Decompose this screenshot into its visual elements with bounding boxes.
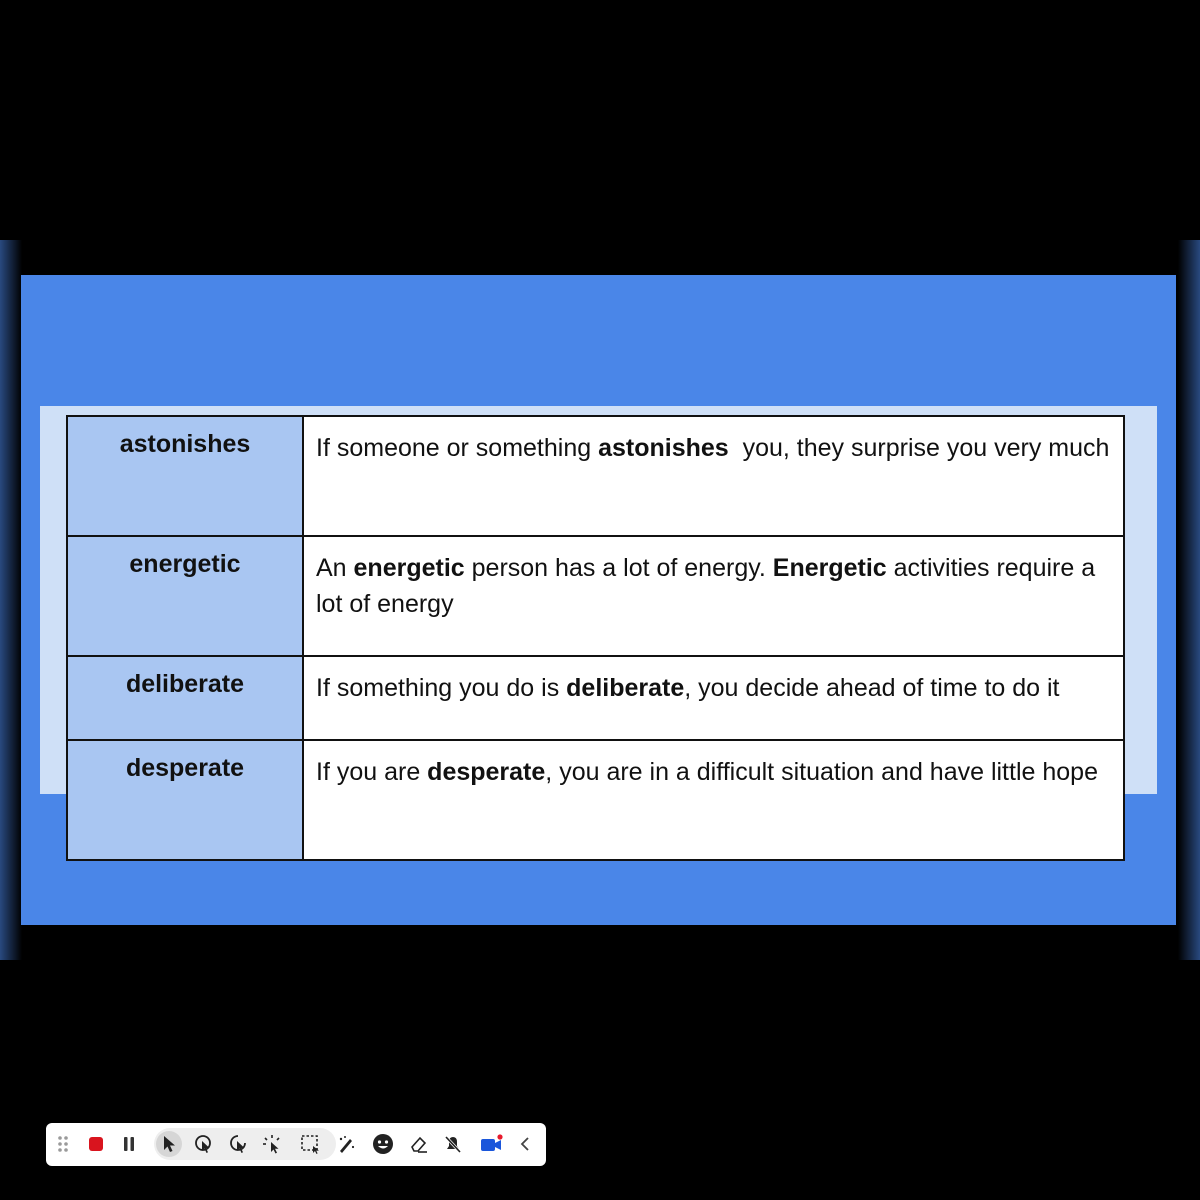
vocab-definition [303, 740, 1124, 860]
vocab-definition [303, 656, 1124, 740]
region-select-icon[interactable] [297, 1131, 323, 1157]
eraser-icon[interactable] [406, 1131, 432, 1157]
edge-glow-left [0, 240, 22, 960]
table-row [67, 416, 1124, 536]
definition-text: , you decide ahead of time to do it [684, 674, 1060, 702]
pointer-icon[interactable] [156, 1131, 182, 1157]
vocabulary-panel [40, 406, 1157, 794]
highlight-pointer-icon[interactable] [226, 1131, 252, 1157]
definition-keyword: Energetic [772, 554, 887, 582]
collapse-chevron-icon[interactable] [512, 1131, 538, 1157]
definition-text: If something you do is [316, 674, 567, 702]
presentation-slide [21, 275, 1176, 925]
definition-keyword: desperate [427, 758, 546, 786]
drag-handle-icon[interactable] [50, 1131, 76, 1157]
table-row [67, 740, 1124, 860]
definition-keyword: deliberate [566, 674, 685, 702]
click-effect-icon[interactable] [259, 1131, 285, 1157]
definition-text: If you are [316, 758, 428, 786]
definition-text: An [316, 554, 354, 582]
vocab-word: deliberate [67, 656, 303, 740]
definition-text: If someone or something [316, 434, 599, 462]
pause-icon[interactable] [116, 1131, 142, 1157]
table-row [67, 656, 1124, 740]
definition-keyword: astonishes [598, 434, 729, 462]
table-row [67, 536, 1124, 656]
mute-annotations-icon[interactable] [440, 1131, 466, 1157]
vocab-word: astonishes [67, 416, 303, 536]
definition-text: activities require a lot of energy [316, 554, 1096, 618]
vocab-word: energetic [67, 536, 303, 656]
vocab-definition [303, 416, 1124, 536]
camera-icon[interactable] [479, 1131, 505, 1157]
definition-text: you, they surprise you very much [728, 434, 1110, 462]
emoji-icon[interactable] [370, 1131, 396, 1157]
vocabulary-table [66, 415, 1125, 861]
record-stop-icon[interactable] [83, 1131, 109, 1157]
vocab-word: desperate [67, 740, 303, 860]
spotlight-pointer-icon[interactable] [191, 1131, 217, 1157]
vocab-definition [303, 536, 1124, 656]
edge-glow-right [1178, 240, 1200, 960]
screen-recorder-toolbar [46, 1123, 546, 1166]
magic-pen-icon[interactable] [333, 1131, 359, 1157]
definition-text: , you are in a difficult situation and have little hope [545, 758, 1098, 786]
definition-keyword: energetic [353, 554, 465, 582]
definition-text: person has a lot of energy. [464, 554, 773, 582]
